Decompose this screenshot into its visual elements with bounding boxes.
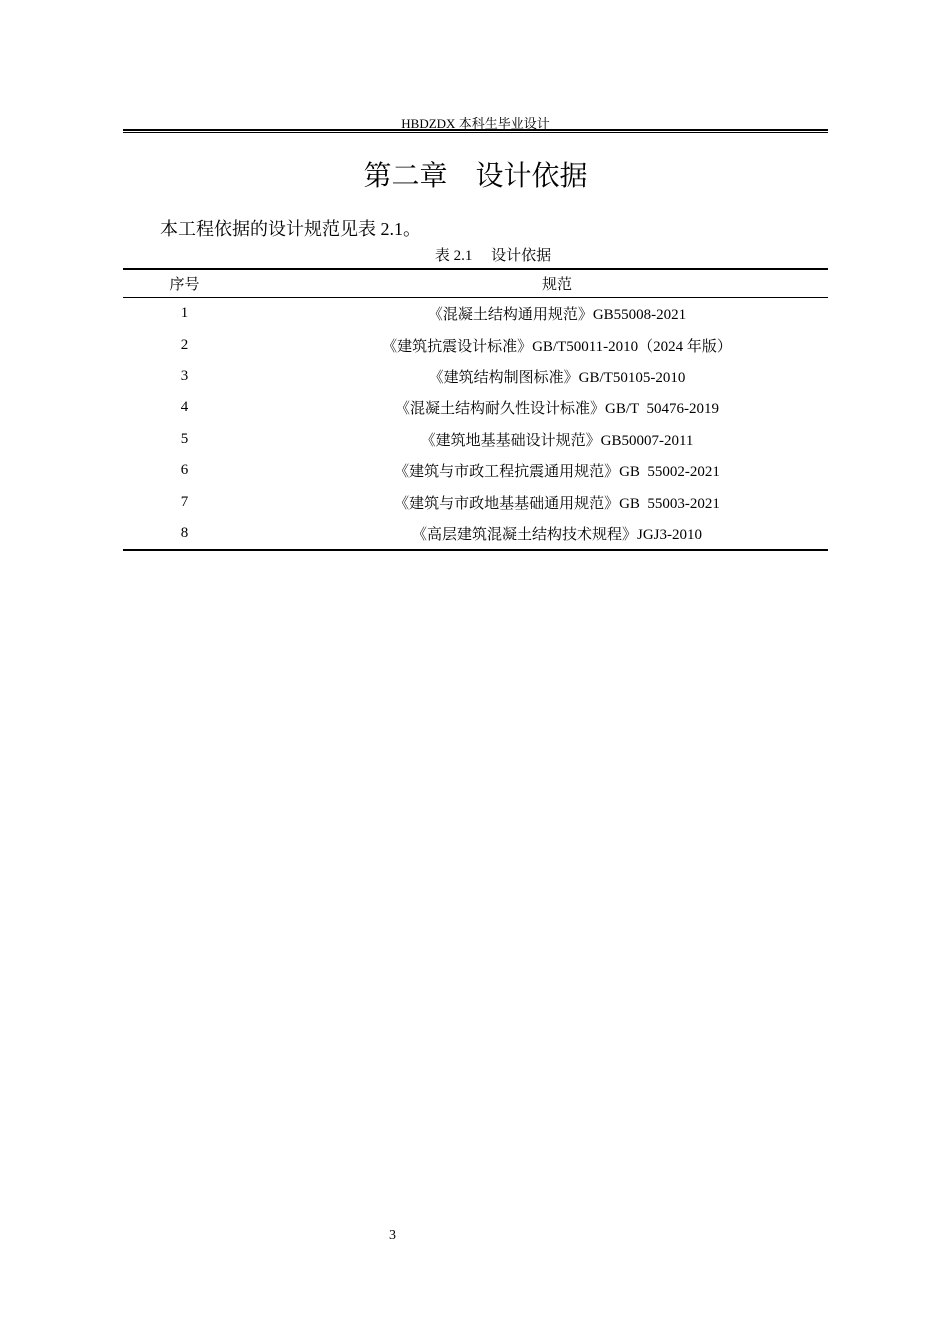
- table-row: [123, 486, 828, 517]
- standard-name: 《建筑结构制图标准》GB/T50105-2010: [428, 369, 686, 386]
- table-row: [123, 392, 828, 423]
- page-header: HBDZDX 本科生毕业设计: [401, 116, 550, 131]
- chapter-title: 第二章 设计依据: [363, 159, 588, 192]
- standard-name: 《混凝土结构通用规范》GB55008-2021: [427, 307, 687, 324]
- standards-table: [123, 268, 828, 551]
- column-header-number: 序号: [169, 277, 200, 293]
- row-number: 6: [180, 462, 189, 479]
- table-row: [123, 329, 828, 360]
- standard-name: 《建筑地基基础设计规范》GB50007-2011: [420, 432, 694, 449]
- header-rule-thick: [123, 129, 828, 131]
- intro-paragraph: 本工程依据的设计规范见表 2.1。: [160, 219, 421, 239]
- row-number: 3: [180, 367, 189, 384]
- row-number: 5: [180, 430, 189, 447]
- table-caption: 表 2.1 设计依据: [434, 248, 552, 264]
- table-header-row: [123, 270, 828, 298]
- header-rule-thin: [123, 132, 828, 133]
- table-row: [123, 455, 828, 486]
- table-row: [123, 361, 828, 392]
- row-number: 8: [180, 524, 189, 541]
- row-number: 7: [180, 493, 189, 510]
- row-number: 1: [180, 305, 189, 322]
- column-header-standard: 规范: [541, 277, 572, 293]
- standard-name: 《混凝土结构耐久性设计标准》GB/T 50476-2019: [395, 401, 719, 418]
- row-number: 4: [180, 399, 189, 416]
- row-number: 2: [180, 336, 189, 353]
- table-row: [123, 518, 828, 549]
- table-row: [123, 298, 828, 329]
- standard-name: 《建筑抗震设计标准》GB/T50011-2010（2024 年版）: [382, 338, 732, 355]
- standard-name: 《高层建筑混凝土结构技术规程》JGJ3-2010: [411, 526, 702, 543]
- page-number: 3: [389, 1228, 396, 1243]
- standard-name: 《建筑与市政工程抗震通用规范》GB 55002-2021: [394, 464, 720, 481]
- table-row: [123, 424, 828, 455]
- standard-name: 《建筑与市政地基基础通用规范》GB 55003-2021: [394, 495, 720, 512]
